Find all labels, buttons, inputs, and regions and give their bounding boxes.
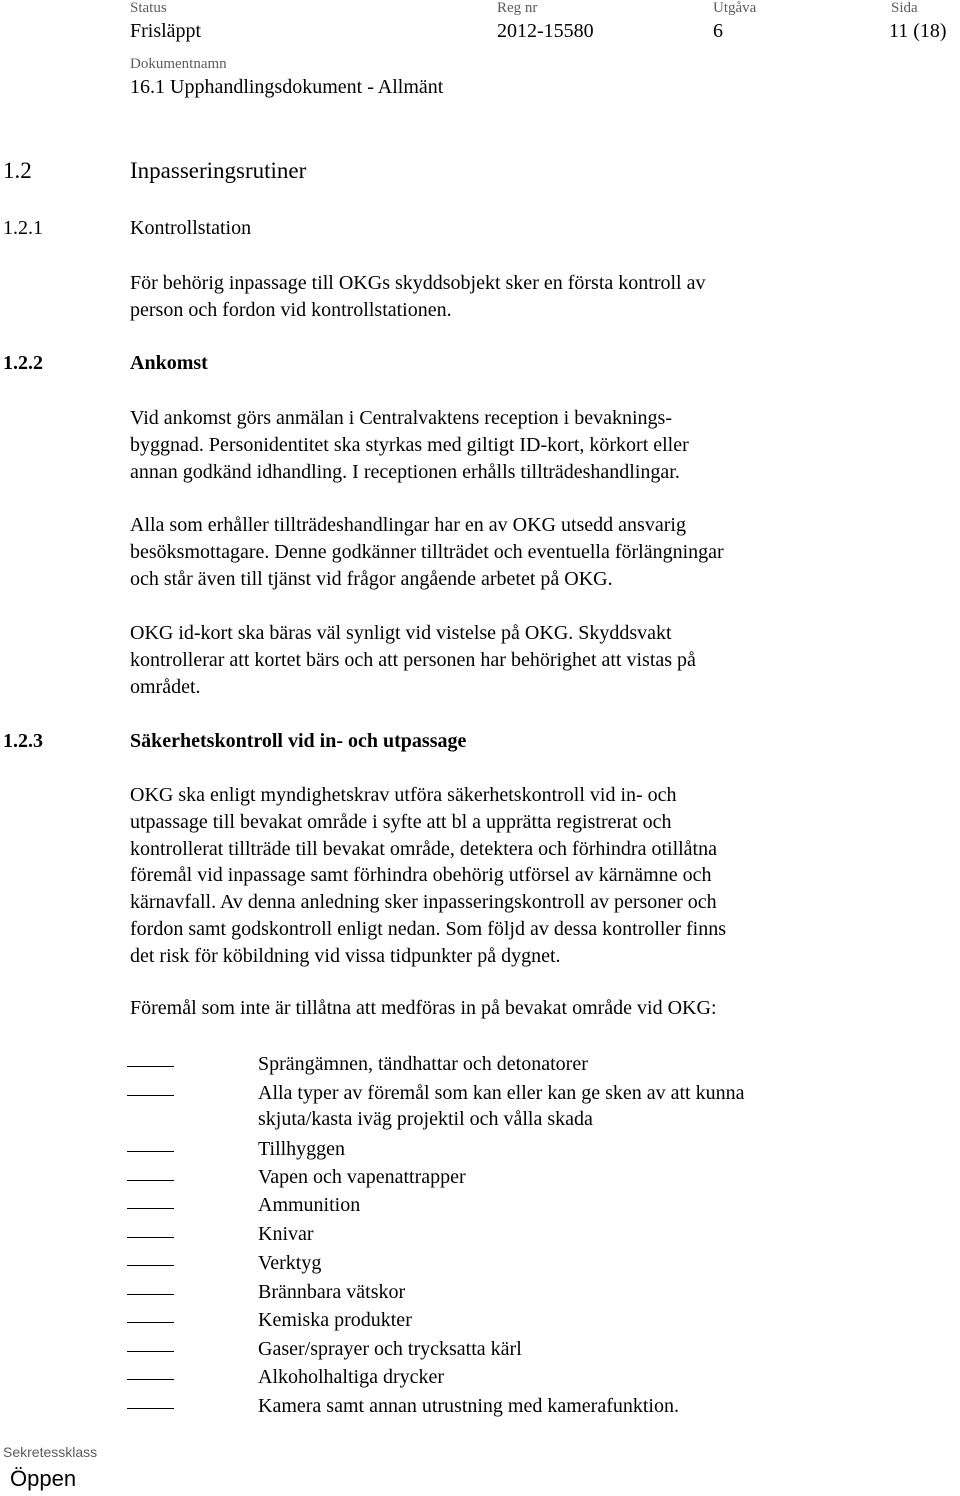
text-line: OKG id-kort ska bäras väl synligt vid vistelse på OKG. Skyddsvakt <box>130 622 672 644</box>
text-line: byggnad. Personidentitet ska styrkas med giltigt ID-kort, körkort eller <box>130 433 689 456</box>
dash-bullet <box>127 1237 174 1238</box>
dash-bullet <box>127 1066 174 1067</box>
paragraph <box>130 782 850 970</box>
text-line: besöksmottagare. Denne godkänner tillträdet och eventuella förlängningar <box>130 540 724 563</box>
regnr-value: 2012-15580 <box>497 20 594 42</box>
paragraph <box>130 405 850 485</box>
dash-bullet <box>127 1095 174 1096</box>
list-item: Kamera samt annan utrustning med kamerafunktion. <box>258 1395 679 1417</box>
status-label: Status <box>130 0 167 16</box>
sida-value: 11 (18) <box>889 20 947 42</box>
dash-bullet <box>127 1180 174 1181</box>
text-line: området. <box>130 675 201 698</box>
list-item: Sprängämnen, tändhattar och detonatorer <box>258 1053 588 1075</box>
dash-bullet <box>127 1379 174 1380</box>
text-line: person och fordon vid kontrollstationen. <box>130 298 452 321</box>
text-line: kontrollerar att kortet bärs och att personen har behörighet att vistas på <box>130 648 696 671</box>
text-line: kärnavfall. Av denna anledning sker inpasseringskontroll av personer och <box>130 891 717 914</box>
text-line: För behörig inpassage till OKGs skyddsobjekt sker en första kontroll av <box>130 272 706 294</box>
text-line: det risk för köbildning vid vissa tidpunkter på dygnet. <box>130 944 561 967</box>
section-number: 1.2 <box>3 158 32 183</box>
list-item: Ammunition <box>258 1194 361 1216</box>
list-item: Verktyg <box>258 1252 322 1274</box>
paragraph <box>130 270 850 324</box>
sida-label: Sida <box>891 0 918 16</box>
list-item: Alkoholhaltiga drycker <box>258 1366 445 1388</box>
dash-bullet <box>127 1408 174 1409</box>
list-item: Gaser/sprayer och trycksatta kärl <box>258 1338 522 1360</box>
dash-bullet <box>127 1208 174 1209</box>
paragraph <box>130 512 850 592</box>
subsection-title: Ankomst <box>130 352 208 374</box>
text-line: kontrollerat tillträde till bevakat område, detektera och förhindra otillåtna <box>130 837 717 860</box>
text-line: Vid ankomst görs anmälan i Centralvaktens reception i bevaknings- <box>130 407 672 429</box>
text-line: Alla som erhåller tillträdeshandlingar har en av OKG utsedd ansvarig <box>130 514 686 536</box>
utgava-label: Utgåva <box>713 0 757 16</box>
subsection-title: Kontrollstation <box>130 217 252 239</box>
text-line: fordon samt godskontroll enligt nedan. Som följd av dessa kontroller finns <box>130 917 727 940</box>
list-item: Vapen och vapenattrapper <box>258 1166 466 1188</box>
text-line: föremål vid inpassage samt förhindra obehörig utförsel av kärnämne och <box>130 864 712 887</box>
dash-bullet <box>127 1265 174 1266</box>
list-item: Kemiska produkter <box>258 1309 412 1331</box>
dash-bullet <box>127 1294 174 1295</box>
section-title: Inpasseringsrutiner <box>130 158 307 183</box>
subsection-number: 1.2.2 <box>3 352 43 374</box>
subsection-number: 1.2.1 <box>3 217 43 239</box>
paragraph <box>130 620 850 700</box>
text-line: och står även till tjänst vid frågor angående arbetet på OKG. <box>130 567 613 590</box>
status-value: Frisläppt <box>130 20 202 42</box>
docname-label: Dokumentnamn <box>130 56 227 72</box>
list-intro: Föremål som inte är tillåtna att medföras in på bevakat område vid OKG: <box>130 997 717 1019</box>
list-item: Brännbara vätskor <box>258 1281 406 1303</box>
subsection-number: 1.2.3 <box>3 730 43 752</box>
list-item: Tillhyggen <box>258 1138 346 1160</box>
docname-value: 16.1 Upphandlingsdokument - Allmänt <box>130 76 444 98</box>
confidentiality-label: Sekretessklass <box>3 1444 98 1460</box>
list-item: Knivar <box>258 1223 314 1245</box>
utgava-value: 6 <box>713 20 723 42</box>
text-line: annan godkänd idhandling. I receptionen erhålls tillträdeshandlingar. <box>130 460 680 483</box>
subsection-title: Säkerhetskontroll vid in- och utpassage <box>130 730 467 752</box>
text-line: OKG ska enligt myndighetskrav utföra säkerhetskontroll vid in- och <box>130 784 677 806</box>
regnr-label: Reg nr <box>497 0 538 16</box>
dash-bullet <box>127 1351 174 1352</box>
confidentiality-value: Öppen <box>10 1466 77 1491</box>
text-line: utpassage till bevakat område i syfte att bl a upprätta registrerat och <box>130 810 672 833</box>
list-item: Alla typer av föremål som kan eller kan ge sken av att kunna <box>258 1082 745 1104</box>
list-item-continuation: skjuta/kasta iväg projektil och vålla skada <box>258 1108 593 1130</box>
dash-bullet <box>127 1322 174 1323</box>
dash-bullet <box>127 1151 174 1152</box>
